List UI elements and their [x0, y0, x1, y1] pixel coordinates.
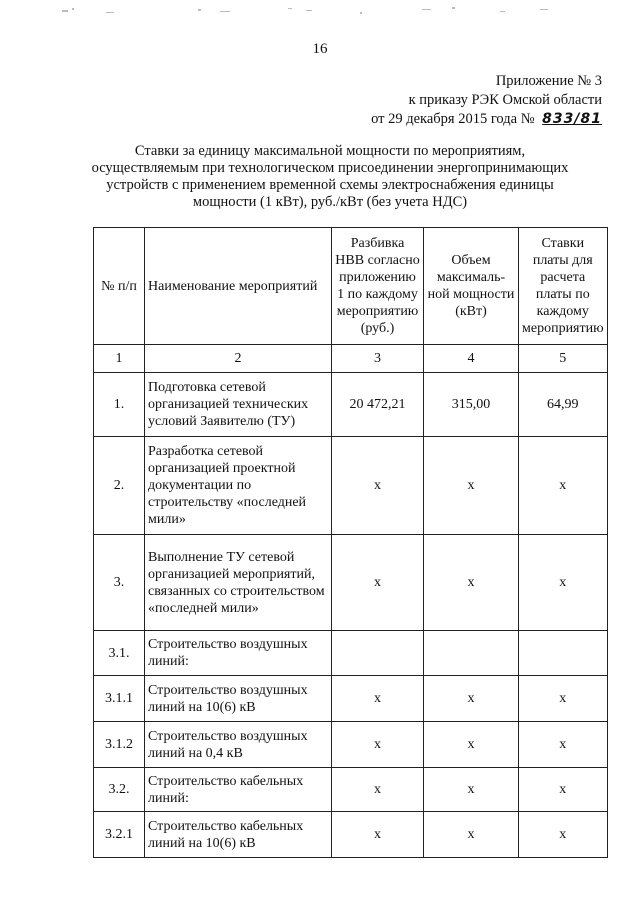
row-nvv: x	[332, 812, 424, 858]
row-name: Строительство воздушных линий:	[145, 631, 332, 676]
row-number: 3.	[94, 535, 145, 631]
row-number: 3.2.1	[94, 812, 145, 858]
row-number: 3.1.2	[94, 722, 145, 768]
col-number: 3	[332, 345, 424, 373]
row-power: x	[424, 722, 519, 768]
document-title	[80, 143, 580, 211]
row-power: x	[424, 535, 519, 631]
row-power	[424, 631, 519, 676]
appendix-date: от 29 декабря 2015 года №	[371, 111, 535, 127]
row-power: x	[424, 437, 519, 535]
header-name: Наименование мероприятий	[145, 228, 332, 345]
row-rate: x	[519, 768, 608, 812]
col-number: 4	[424, 345, 519, 373]
row-rate: x	[519, 535, 608, 631]
handwritten-order-number: 833/81	[542, 111, 602, 127]
row-rate: x	[519, 722, 608, 768]
header-rate: Ставки платы для расчета платы по каждому мероприятию	[519, 228, 608, 345]
column-number-row	[94, 345, 608, 373]
row-name: Строительство воздушных линий на 0,4 кВ	[145, 722, 332, 768]
row-nvv: x	[332, 768, 424, 812]
row-number: 3.2.	[94, 768, 145, 812]
table-row	[94, 768, 608, 812]
table-row	[94, 437, 608, 535]
table-row	[94, 631, 608, 676]
row-rate: x	[519, 812, 608, 858]
appendix-date-line	[371, 110, 602, 129]
title-line-4: мощности (1 кВт), руб./кВт (без учета НДС)	[192, 194, 468, 210]
title-line-3: устройств с применением временной схемы электроснабжения единицы	[106, 177, 554, 193]
row-name: Подготовка сетевой организацией технических условий Заявителю (ТУ)	[145, 373, 332, 437]
row-rate	[519, 631, 608, 676]
col-number: 2	[145, 345, 332, 373]
row-rate: x	[519, 676, 608, 722]
table-row	[94, 373, 608, 437]
row-name: Выполнение ТУ сетевой организацией мероприятий, связанных со строительством «последней мили»	[145, 535, 332, 631]
row-nvv: x	[332, 676, 424, 722]
appendix-order-ref: к приказу РЭК Омской области	[408, 92, 602, 108]
table-header-row	[94, 228, 608, 345]
header-power: Объем максималь-ной мощности (кВт)	[424, 228, 519, 345]
row-number: 3.1.1	[94, 676, 145, 722]
table-row	[94, 722, 608, 768]
row-number: 2.	[94, 437, 145, 535]
row-number: 1.	[94, 373, 145, 437]
title-line-1: Ставки за единицу максимальной мощности по мероприятиям,	[134, 143, 526, 159]
row-power: x	[424, 768, 519, 812]
row-power: x	[424, 676, 519, 722]
row-rate: 64,99	[519, 373, 608, 437]
row-power: x	[424, 812, 519, 858]
row-nvv: 20 472,21	[332, 373, 424, 437]
row-nvv: x	[332, 722, 424, 768]
row-name: Строительство воздушных линий на 10(6) кВ	[145, 676, 332, 722]
col-number: 1	[94, 345, 145, 373]
table-row	[94, 535, 608, 631]
scan-artifacts	[60, 4, 580, 18]
table-row	[94, 812, 608, 858]
appendix-header	[371, 72, 602, 129]
row-number: 3.1.	[94, 631, 145, 676]
row-name: Строительство кабельных линий:	[145, 768, 332, 812]
page-number: 16	[312, 41, 328, 57]
row-nvv	[332, 631, 424, 676]
row-name: Разработка сетевой организацией проектной документации по строительству «последней мили»	[145, 437, 332, 535]
header-number: № п/п	[94, 228, 145, 345]
row-nvv: x	[332, 535, 424, 631]
header-nvv: Разбивка НВВ согласно приложению 1 по каждому мероприятию (руб.)	[332, 228, 424, 345]
title-line-2: осуществляемым при технологическом присоединении энергопринимающих	[91, 160, 569, 176]
appendix-title: Приложение № 3	[495, 73, 602, 89]
row-power: 315,00	[424, 373, 519, 437]
row-nvv: x	[332, 437, 424, 535]
table-row	[94, 676, 608, 722]
row-name: Строительство кабельных линий на 10(6) кВ	[145, 812, 332, 858]
rates-table	[93, 227, 608, 858]
row-rate: x	[519, 437, 608, 535]
col-number: 5	[519, 345, 608, 373]
